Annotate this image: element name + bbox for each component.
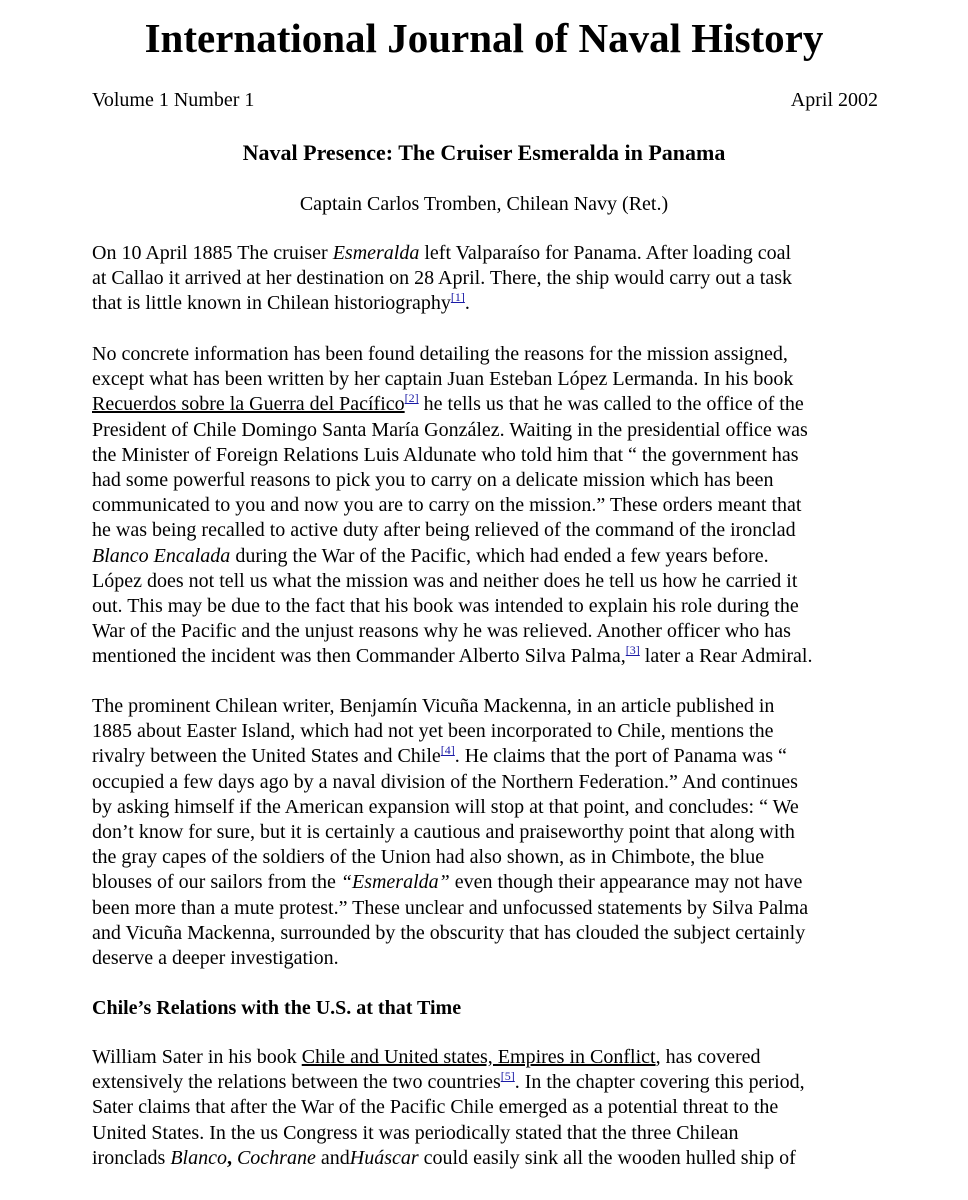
paragraph-2 <box>92 342 892 669</box>
text-line: ironclads Blanco, Cochrane andHuáscar could easily sink all the wooden hulled ship of <box>92 1146 796 1169</box>
footnote-link-1[interactable]: [1] <box>450 290 465 305</box>
text-line: out. This may be due to the fact that his book was intended to explain his role during the <box>92 594 799 617</box>
text-line: López does not tell us what the mission was and neither does he tell us how he carried it <box>92 569 798 592</box>
text-line: Recuerdos sobre la Guerra del Pacífico[2] he tells us that he was called to the office of the <box>92 391 804 416</box>
text-line: War of the Pacific and the unjust reasons why he was relieved. Another officer who has <box>92 620 791 643</box>
ship-name: “Esmeralda” <box>340 871 450 894</box>
text-line: deserve a deeper investigation. <box>92 946 339 969</box>
ship-name: Blanco Encalada <box>92 544 231 567</box>
footnote-link-4[interactable]: [4] <box>440 743 455 758</box>
text-line: that is little known in Chilean historiography[1]. <box>92 290 470 315</box>
text-line: had some powerful reasons to pick you to carry on a delicate mission which has been <box>92 468 774 491</box>
text-line: No concrete information has been found detailing the reasons for the mission assigned, <box>92 343 788 365</box>
text-line: Sater claims that after the War of the Pacific Chile emerged as a potential threat to the <box>92 1096 779 1119</box>
paragraph-3 <box>92 694 892 971</box>
book-title: Chile and United states, Empires in Conflict <box>301 1046 656 1068</box>
text-line: don’t know for sure, but it is certainly a cautious and praiseworthy point that along with <box>92 820 795 843</box>
text-line: United States. In the us Congress it was periodically stated that the three Chilean <box>92 1121 739 1144</box>
text-line: The prominent Chilean writer, Benjamín Vicuña Mackenna, in an article published in <box>92 695 775 717</box>
text-line: mentioned the incident was then Commander Alberto Silva Palma,[3] later a Rear Admiral. <box>92 643 813 668</box>
article-author: Captain Carlos Tromben, Chilean Navy (Ret.) <box>299 193 669 215</box>
ship-name: Cochrane <box>236 1146 316 1169</box>
paragraph-4 <box>92 1045 892 1171</box>
issue-date: April 2002 <box>790 89 878 111</box>
ship-name: Huáscar <box>349 1146 419 1169</box>
text-line: extensively the relations between the two countries[5]. In the chapter covering this period, <box>92 1069 805 1094</box>
text-line: occupied a few days ago by a naval division of the Northern Federation.” And continues <box>92 770 798 793</box>
text-line: he was being recalled to active duty after being relieved of the command of the ironclad <box>92 519 796 542</box>
text-line: rivalry between the United States and Chile[4]. He claims that the port of Panama was “ <box>92 743 787 768</box>
footnote-link-2[interactable]: [2] <box>404 391 419 406</box>
ship-name: Esmeralda <box>332 242 420 264</box>
paragraph-1 <box>92 241 892 317</box>
journal-title: International Journal of Naval History <box>144 15 824 61</box>
text-line: Blanco Encalada during the War of the Pacific, which had ended a few years before. <box>92 544 769 567</box>
text-line: by asking himself if the American expansion will stop at that point, and concludes: “ We <box>92 795 799 818</box>
section-heading: Chile’s Relations with the U.S. at that Time <box>92 997 462 1019</box>
text-line: been more than a mute protest.” These unclear and unfocussed statements by Silva Palma <box>92 896 809 919</box>
text-line: President of Chile Domingo Santa María González. Waiting in the presidential office was <box>92 418 808 441</box>
text-line: On 10 April 1885 The cruiser Esmeralda left Valparaíso for Panama. After loading coal <box>92 242 792 264</box>
footnote-link-3[interactable]: [3] <box>625 643 640 658</box>
ship-name: Blanco <box>170 1146 227 1169</box>
text-line: 1885 about Easter Island, which had not yet been incorporated to Chile, mentions the <box>92 720 774 743</box>
text-line: blouses of our sailors from the “Esmeralda” even though their appearance may not have <box>92 871 803 894</box>
volume-number: Volume 1 Number 1 <box>92 89 255 111</box>
text-line: the Minister of Foreign Relations Luis Aldunate who told him that “ the government has <box>92 443 799 466</box>
text-line: the gray capes of the soldiers of the Union had also shown, as in Chimbote, the blue <box>92 846 765 869</box>
footnote-link-5[interactable]: [5] <box>500 1069 515 1084</box>
text-line: except what has been written by her captain Juan Esteban López Lermanda. In his book <box>92 368 794 391</box>
text-line: communicated to you and now you are to carry on the mission.” These orders meant that <box>92 494 802 517</box>
text-line: William Sater in his book Chile and United states, Empires in Conflict, has covered <box>92 1046 761 1068</box>
book-title: Recuerdos sobre la Guerra del Pacífico <box>92 393 405 416</box>
article-title: Naval Presence: The Cruiser Esmeralda in Panama <box>242 140 726 165</box>
text-line: and Vicuña Mackenna, surrounded by the obscurity that has clouded the subject certainly <box>92 921 806 944</box>
text-line: at Callao it arrived at her destination on 28 April. There, the ship would carry out a task <box>92 267 792 290</box>
